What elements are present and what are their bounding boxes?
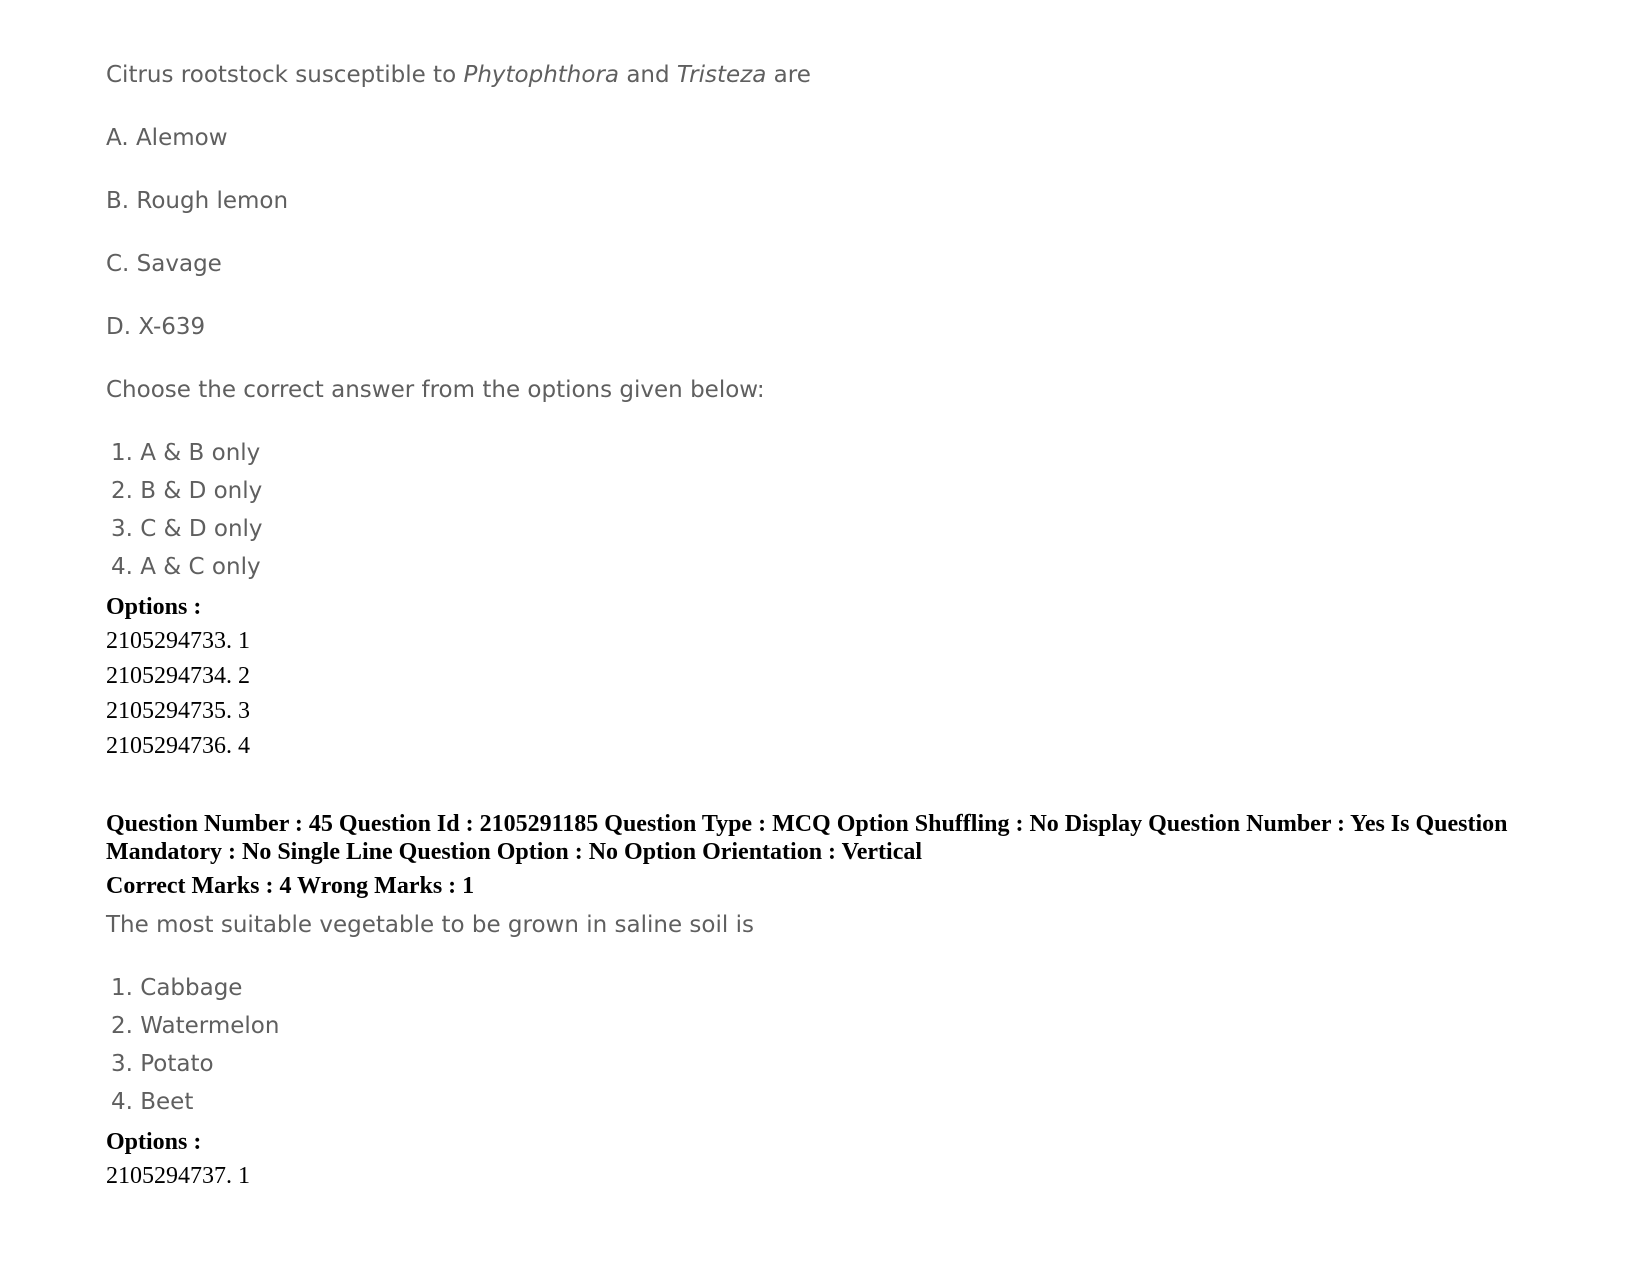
choice-4: 4. A & C only — [111, 554, 261, 580]
option-id-3: 2105294735. 3 — [106, 698, 250, 724]
question-marks: Correct Marks : 4 Wrong Marks : 1 — [106, 873, 475, 899]
question-stem: The most suitable vegetable to be grown in saline soil is — [106, 912, 754, 938]
option-id-1: 2105294737. 1 — [106, 1163, 250, 1189]
choice-3: 3. Potato — [111, 1051, 214, 1077]
options-label: Options : — [106, 1129, 202, 1155]
statement-b: B. Rough lemon — [106, 188, 289, 214]
choice-3: 3. C & D only — [111, 516, 263, 542]
statement-c: C. Savage — [106, 251, 222, 277]
option-id-4: 2105294736. 4 — [106, 733, 250, 759]
option-id-1: 2105294733. 1 — [106, 628, 250, 654]
choice-2: 2. B & D only — [111, 478, 263, 504]
options-label: Options : — [106, 594, 202, 620]
choice-2: 2. Watermelon — [111, 1013, 280, 1039]
choice-1: 1. A & B only — [111, 440, 261, 466]
statement-a: A. Alemow — [106, 125, 228, 151]
choice-1: 1. Cabbage — [111, 975, 243, 1001]
statement-d: D. X-639 — [106, 314, 206, 340]
question-stem: Citrus rootstock susceptible to Phytophthora and Tristeza are — [106, 62, 811, 88]
choice-4: 4. Beet — [111, 1089, 194, 1115]
question-meta: Question Number : 45 Question Id : 2105291185 Question Type : MCQ Option Shuffling : No Display Question Number : Yes Is Question Mandatory : No Single Line Question Option : No Option Orientation : Vertical — [106, 811, 1508, 865]
instruction-text: Choose the correct answer from the options given below: — [106, 377, 765, 403]
option-id-2: 2105294734. 2 — [106, 663, 250, 689]
